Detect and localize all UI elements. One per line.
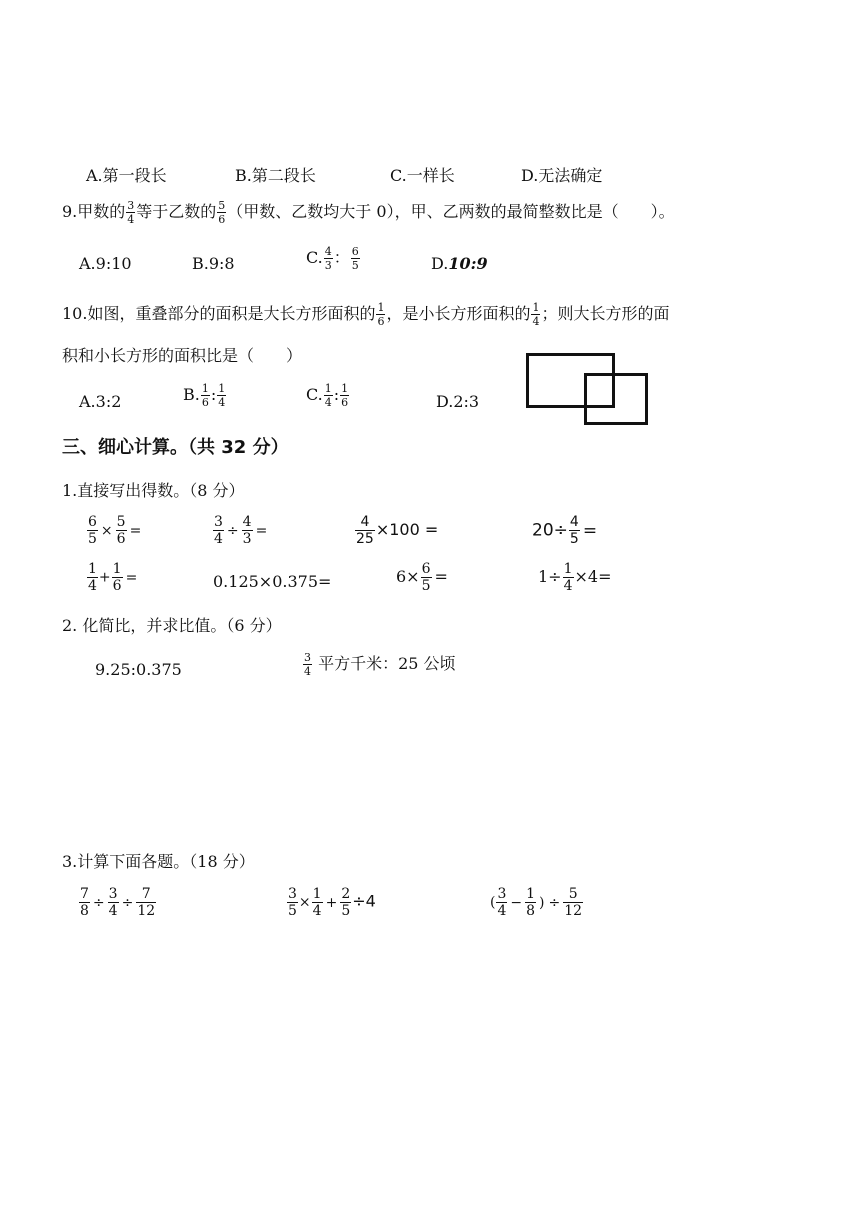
calc-1-7 [396, 562, 450, 593]
numerator: 1 [563, 561, 573, 577]
denominator: 12 [137, 903, 156, 919]
denominator: 6 [218, 213, 226, 226]
expression-tail: ÷4 [352, 891, 376, 911]
denominator: 4 [304, 665, 311, 678]
denominator: 4 [532, 315, 540, 328]
numerator: 3 [304, 651, 311, 664]
denominator: 3 [242, 531, 252, 547]
operator: ÷ [121, 894, 134, 911]
fraction [563, 562, 574, 593]
calc-1-8 [538, 562, 612, 593]
expression-prefix: 1÷ [538, 567, 562, 586]
q10-option-b [183, 383, 227, 408]
operator: + [325, 894, 338, 911]
numerator: 6 [351, 245, 359, 258]
q9-option-c [306, 246, 361, 271]
denominator: 5 [351, 259, 359, 272]
right-paren: ) [539, 894, 545, 911]
q10-option-c-prefix: C. [306, 385, 323, 404]
equals: = [582, 520, 598, 541]
numerator: 1 [341, 382, 349, 395]
fraction [496, 887, 507, 918]
denominator: 6 [377, 315, 385, 328]
q9-mid: 等于乙数的 [136, 202, 217, 221]
numerator: 5 [116, 514, 126, 530]
equals: = [125, 569, 138, 586]
q10-text-a: 10.如图，重叠部分的面积是大长方形面积的 [62, 304, 376, 323]
numerator: 6 [88, 514, 97, 530]
ratio-sep: : [210, 385, 217, 404]
q10-text-c: ；则大长方形的面 [541, 304, 670, 323]
numerator: 1 [201, 382, 209, 395]
q9-suffix: （甲数、乙数均大于 0），甲、乙两数的最简整数比是（ ）。 [227, 202, 675, 221]
q8-option-c: C.一样长 [390, 166, 455, 185]
part-2-title: 2. 化简比，并求比值。（6 分） [62, 616, 282, 635]
equals: = [129, 522, 142, 539]
numerator: 1 [532, 301, 540, 314]
calc-1-5 [86, 562, 139, 593]
q9-option-d [431, 254, 488, 274]
fraction [217, 383, 226, 408]
denominator: 4 [312, 903, 322, 919]
q10-option-d: D.2:3 [436, 392, 480, 411]
numerator: 3 [288, 886, 297, 902]
operator: + [98, 569, 111, 586]
q10-option-b-prefix: B. [183, 385, 200, 404]
operator: ÷ [92, 894, 105, 911]
denominator: 6 [201, 396, 209, 409]
denominator: 6 [116, 531, 126, 547]
left-paren: ( [490, 894, 496, 911]
numerator: 3 [214, 514, 223, 530]
q9-option-d-prefix: D. [431, 254, 449, 273]
expression-prefix: 20÷ [532, 520, 568, 541]
numerator: 5 [218, 199, 226, 212]
expression-prefix: 6× [396, 567, 420, 586]
fraction [242, 515, 253, 546]
q9-option-a: A.9:10 [79, 254, 132, 273]
calc-3-2 [286, 887, 376, 918]
denominator: 4 [497, 903, 507, 919]
numerator: 1 [312, 886, 322, 902]
ratio-1: 9.25:0.375 [95, 660, 182, 679]
numerator: 4 [360, 514, 370, 530]
q9-option-c-prefix: C. [306, 248, 323, 267]
q9-option-b: B.9:8 [192, 254, 235, 273]
numerator: 2 [341, 886, 351, 902]
q8-option-a: A.第一段长 [86, 166, 167, 185]
calc-3-1 [78, 887, 157, 918]
denominator: 25 [356, 531, 374, 547]
calc-1-6: 0.125×0.375= [213, 572, 332, 591]
section-3-title: 三、细心计算。（共 32 分） [62, 437, 289, 458]
denominator: 4 [88, 578, 97, 594]
calc-1-2 [212, 515, 269, 546]
denominator: 8 [526, 903, 536, 919]
q10-option-c [306, 383, 350, 408]
denominator: 5 [88, 531, 97, 547]
equals: = [255, 522, 268, 539]
operator: × [298, 894, 311, 911]
fraction [79, 887, 90, 918]
denominator: 5 [421, 578, 431, 594]
fraction [324, 246, 333, 271]
q9-option-d-value: 10:9 [448, 254, 488, 273]
fraction [287, 887, 298, 918]
numerator: 3 [108, 886, 118, 902]
numerator: 1 [112, 561, 122, 577]
ratio-2 [302, 652, 456, 677]
fraction [569, 515, 580, 546]
fraction [303, 652, 312, 677]
calc-1-3 [354, 515, 438, 546]
fraction [324, 383, 333, 408]
q8-option-b: B.第二段长 [235, 166, 316, 185]
ratio-sep: : [333, 385, 340, 404]
fraction [340, 887, 351, 918]
fraction [116, 515, 127, 546]
small-rectangle [584, 373, 648, 425]
q9-fraction-2 [217, 200, 226, 225]
denominator: 4 [108, 903, 118, 919]
denominator: 5 [569, 531, 579, 547]
calc-1-1 [86, 515, 143, 546]
fraction [563, 887, 583, 918]
operator: × [100, 522, 113, 539]
fraction [213, 515, 224, 546]
fraction [340, 383, 349, 408]
numerator: 1 [324, 382, 332, 395]
operator: ÷ [548, 894, 561, 911]
numerator: 4 [242, 514, 252, 530]
fraction [351, 246, 360, 271]
ratio-sep: ： [333, 248, 350, 267]
denominator: 5 [288, 903, 297, 919]
numerator: 1 [218, 382, 226, 395]
denominator: 4 [324, 396, 332, 409]
expression-rest: ×100 = [375, 520, 439, 539]
numerator: 7 [141, 886, 151, 902]
numerator: 5 [568, 886, 578, 902]
q9-question [62, 200, 675, 225]
calc-1-4 [532, 515, 599, 546]
q9-prefix: 9.甲数的 [62, 202, 126, 221]
denominator: 4 [214, 531, 223, 547]
numerator: 4 [569, 514, 579, 530]
q10-option-a: A.3:2 [79, 392, 122, 411]
fraction [525, 887, 536, 918]
operator: − [510, 894, 523, 911]
denominator: 8 [80, 903, 89, 919]
fraction [355, 515, 375, 546]
fraction [312, 887, 323, 918]
denominator: 12 [564, 903, 583, 919]
calc-3-3 [490, 887, 584, 918]
denominator: 6 [341, 396, 349, 409]
numerator: 1 [526, 886, 536, 902]
fraction [201, 383, 210, 408]
numerator: 3 [497, 886, 507, 902]
denominator: 5 [341, 903, 351, 919]
fraction [112, 562, 123, 593]
numerator: 6 [421, 561, 431, 577]
q8-option-d: D.无法确定 [521, 166, 603, 185]
equals: = [434, 567, 448, 586]
denominator: 4 [218, 396, 226, 409]
fraction [136, 887, 156, 918]
q10-text-b: ，是小长方形面积的 [386, 304, 531, 323]
denominator: 3 [324, 259, 332, 272]
numerator: 7 [80, 886, 89, 902]
part-3-title: 3.计算下面各题。（18 分） [62, 852, 255, 871]
numerator: 3 [127, 199, 135, 212]
denominator: 6 [112, 578, 122, 594]
numerator: 4 [324, 245, 332, 258]
denominator: 4 [127, 213, 135, 226]
denominator: 4 [563, 578, 573, 594]
fraction [421, 562, 432, 593]
q10-fraction-2 [531, 302, 540, 327]
expression-tail: ×4= [574, 567, 612, 586]
part-1-title: 1.直接写出得数。（8 分） [62, 481, 245, 500]
numerator: 1 [88, 561, 97, 577]
q9-fraction-1 [126, 200, 135, 225]
ratio-2-rest: 平方千米：25 公顷 [318, 654, 456, 673]
fraction [87, 562, 98, 593]
q10-line-1 [62, 302, 669, 327]
operator: ÷ [226, 522, 239, 539]
fraction [87, 515, 98, 546]
fraction [108, 887, 119, 918]
numerator: 1 [377, 301, 385, 314]
q10-fraction-1 [376, 302, 385, 327]
q10-line-2: 积和小长方形的面积比是（ ） [62, 346, 303, 365]
